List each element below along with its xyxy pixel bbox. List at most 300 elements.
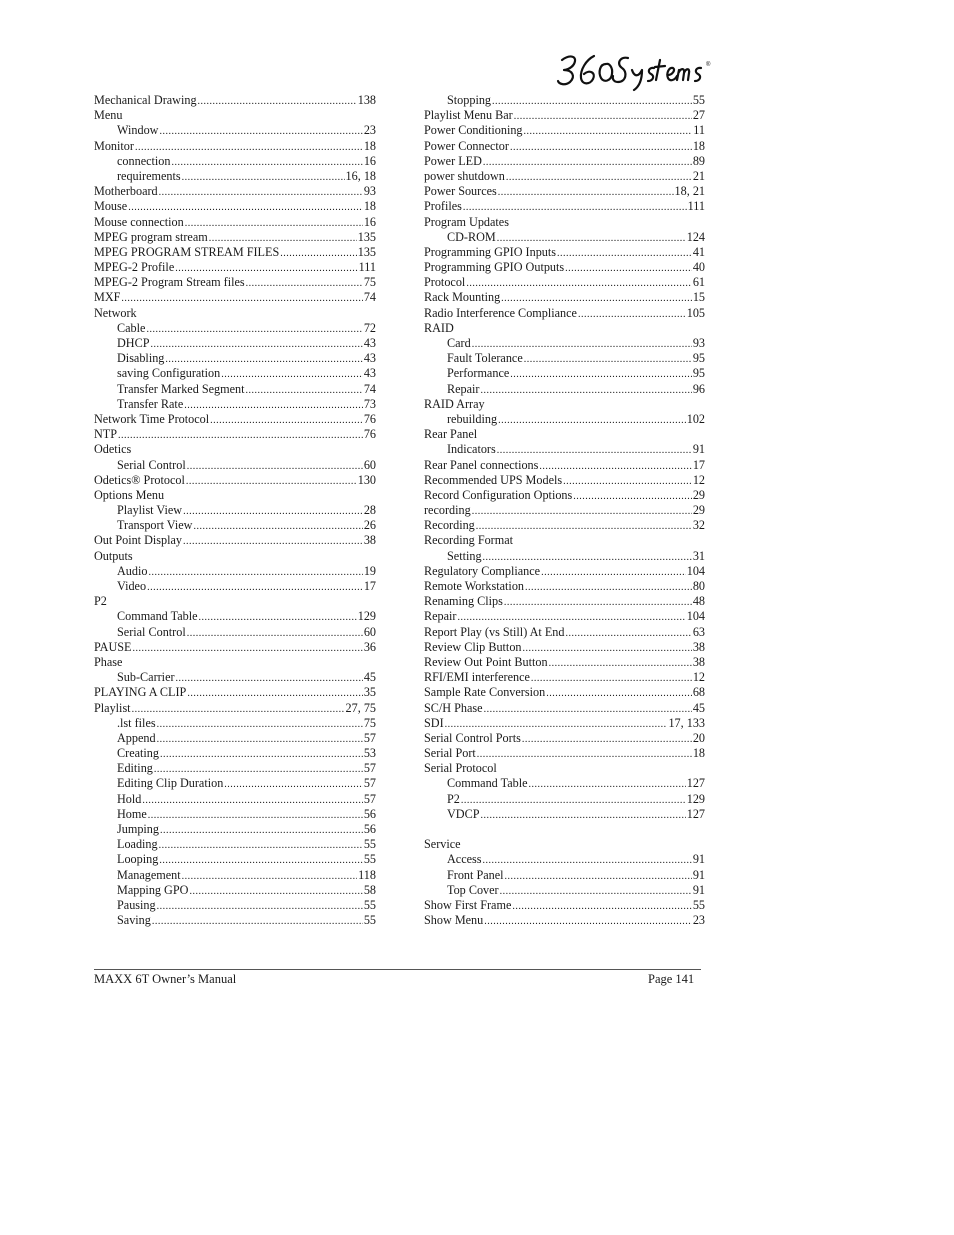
index-term: Loading: [117, 837, 158, 852]
index-term: Rear Panel: [424, 427, 478, 442]
index-page-ref: 35: [363, 685, 376, 700]
index-term: Transport View: [117, 518, 193, 533]
index-page-ref: 55: [363, 837, 376, 852]
dot-leader: [132, 641, 362, 656]
dot-leader: [159, 838, 363, 853]
index-entry: [94, 761, 376, 776]
index-page-ref: 45: [692, 700, 705, 715]
index-term: Out Point Display: [94, 533, 183, 548]
index-term: Power Conditioning: [424, 123, 523, 138]
index-term: Append: [117, 730, 156, 745]
index-term: Record Configuration Options: [424, 487, 573, 502]
index-entry: [424, 306, 705, 321]
index-page-ref: 57: [363, 730, 376, 745]
dot-leader: [157, 732, 363, 747]
dot-leader: [246, 276, 363, 291]
index-term: Video: [117, 579, 147, 593]
index-entry: [424, 139, 705, 154]
index-page-ref: 18: [692, 138, 705, 153]
index-page-ref: 124: [686, 229, 705, 244]
index-page-ref: 130: [357, 472, 376, 487]
index-page-ref: 95: [692, 351, 705, 366]
dot-leader: [186, 474, 357, 489]
index-term: SDI: [424, 715, 444, 730]
index-term: power shutdown: [424, 168, 505, 183]
index-page-ref: 75: [363, 275, 376, 290]
index-term: MXF: [94, 290, 121, 305]
index-page-ref: 11: [693, 123, 705, 138]
index-term: P2: [447, 791, 460, 806]
index-entry: [94, 230, 376, 245]
index-page-ref: 18: [363, 199, 376, 214]
index-term: requirements: [117, 168, 181, 183]
index-page-ref: 29: [692, 487, 705, 502]
index-page-ref: 38: [692, 654, 705, 669]
index-term: Editing: [117, 761, 153, 776]
dot-leader: [497, 443, 692, 458]
dot-leader: [183, 534, 363, 549]
dot-leader: [514, 109, 692, 124]
index-entry: [94, 275, 376, 290]
index-entry: [94, 625, 376, 640]
index-page-ref: 91: [692, 867, 705, 882]
index-column-right: [424, 93, 705, 928]
index-term: Renaming Clips: [424, 594, 503, 609]
dot-leader: [193, 519, 362, 534]
index-page-ref: 45: [363, 670, 376, 685]
index-term: Repair: [447, 381, 480, 396]
index-entry: [94, 640, 376, 655]
index-page-ref: 56: [363, 822, 376, 836]
dot-leader: [160, 747, 363, 762]
index-page-ref: 76: [363, 427, 376, 442]
index-page-ref: 56: [363, 806, 376, 821]
index-term: Network Time Protocol: [94, 411, 210, 426]
dot-leader: [522, 732, 692, 747]
index-term: Programming GPIO Outputs: [424, 260, 565, 275]
dot-leader: [541, 565, 686, 580]
dot-leader: [497, 231, 686, 246]
index-term: Jumping: [117, 822, 159, 836]
index-page-ref: 74: [363, 381, 376, 396]
index-page-ref: 55: [692, 93, 705, 107]
index-page-ref: 53: [363, 746, 376, 761]
index-page-ref: 43: [363, 351, 376, 366]
index-term: Motherboard: [94, 184, 158, 199]
index-term: SC/H Phase: [424, 700, 483, 715]
index-term: Serial Control Ports: [424, 730, 521, 745]
index-term: MPEG-2 Program Stream files: [94, 275, 245, 290]
index-term: Programming GPIO Inputs: [424, 244, 557, 259]
index-term: Creating: [117, 746, 159, 761]
index-page-ref: 18, 21: [674, 184, 705, 199]
index-term: Show Menu: [424, 913, 484, 928]
index-term: Top Cover: [447, 882, 499, 897]
index-term: Disabling: [117, 351, 165, 366]
index-entry: [424, 473, 705, 488]
dot-leader: [501, 291, 692, 306]
index-entry: [94, 336, 376, 351]
index-term: saving Configuration: [117, 366, 221, 381]
index-term: Pausing: [117, 897, 156, 912]
dot-leader: [184, 398, 363, 413]
index-entry: [94, 594, 376, 609]
index-page-ref: 21: [692, 168, 705, 183]
index-entry: [94, 93, 376, 108]
index-term: NTP: [94, 427, 118, 442]
footer-rule: [94, 969, 701, 970]
index-page-ref: 16: [363, 214, 376, 229]
index-entry: [424, 868, 705, 883]
dot-leader: [148, 565, 362, 580]
index-entry: [94, 868, 376, 883]
index-entry: [94, 807, 376, 822]
index-entry: [94, 139, 376, 154]
index-page-ref: 129: [357, 609, 376, 624]
index-entry: [94, 199, 376, 214]
index-term: Profiles: [424, 199, 462, 214]
index-page-ref: 93: [363, 184, 376, 199]
index-page-ref: 80: [692, 579, 705, 593]
index-term: Monitor: [94, 138, 134, 153]
index-term: Mouse: [94, 199, 128, 214]
index-entry: [94, 458, 376, 473]
index-entry: [424, 336, 705, 351]
index-term: Cable: [117, 320, 146, 335]
dot-leader: [523, 641, 692, 656]
dot-leader: [182, 170, 345, 185]
index-term: Service: [424, 837, 461, 852]
index-term: Options Menu: [94, 487, 165, 502]
index-entry: [94, 321, 376, 336]
index-term: Recommended UPS Models: [424, 472, 563, 487]
index-term: Serial Protocol: [424, 761, 497, 776]
dot-leader: [472, 504, 692, 519]
index-term: Window: [117, 123, 159, 138]
index-entry: [424, 792, 705, 807]
index-term: Sample Rate Conversion: [424, 685, 546, 700]
index-page-ref: 68: [692, 685, 705, 700]
index-entry: [424, 245, 705, 260]
index-page-ref: 95: [692, 366, 705, 381]
index-entry: [424, 913, 705, 928]
dot-leader: [484, 914, 692, 929]
index-term: Access: [447, 852, 482, 867]
index-entry: [424, 609, 705, 624]
dot-leader: [209, 231, 357, 246]
index-page-ref: 23: [692, 913, 705, 928]
dot-leader: [463, 200, 687, 215]
index-page-ref: 58: [363, 882, 376, 897]
index-term: Power Sources: [424, 184, 497, 199]
index-term: RAID Array: [424, 396, 485, 411]
dot-leader: [159, 124, 362, 139]
index-entry: [424, 776, 705, 791]
index-term: Protocol: [424, 275, 466, 290]
index-entry: [424, 716, 705, 731]
index-entry: [424, 351, 705, 366]
index-column-left: [94, 93, 376, 928]
index-entry: [94, 822, 376, 837]
index-page-ref: 96: [692, 381, 705, 396]
index-term: Transfer Marked Segment: [117, 381, 245, 396]
index-term: Recording: [424, 518, 475, 533]
index-entry: [94, 260, 376, 275]
index-entry: [94, 306, 376, 321]
index-term: RAID: [424, 320, 454, 335]
index-entry: [94, 503, 376, 518]
index-page-ref: 111: [358, 260, 376, 275]
dot-leader: [505, 869, 692, 884]
index-entry: [424, 731, 705, 746]
dot-leader: [146, 322, 362, 337]
index-term: Looping: [117, 852, 159, 867]
index-term: Radio Interference Compliance: [424, 305, 577, 320]
index-page-ref: 41: [692, 244, 705, 259]
index-entry: [94, 776, 376, 791]
index-term: Mechanical Drawing: [94, 93, 197, 107]
index-page-ref: 127: [686, 806, 705, 821]
index-page-ref: 135: [357, 244, 376, 259]
dot-leader: [199, 610, 357, 625]
index-page-ref: 60: [363, 457, 376, 472]
dot-leader: [210, 413, 363, 428]
index-entry: [424, 199, 705, 214]
index-entry: [94, 564, 376, 579]
dot-leader: [132, 702, 345, 717]
index-entry: [94, 154, 376, 169]
index-entry: [94, 837, 376, 852]
index-entry: [94, 184, 376, 199]
index-page-ref: 23: [363, 123, 376, 138]
index-page-ref: 63: [692, 624, 705, 639]
dot-leader: [481, 808, 686, 823]
index-entry: [94, 852, 376, 867]
index-entry: [94, 579, 376, 594]
index-page-ref: 55: [363, 852, 376, 867]
index-page-ref: 89: [692, 153, 705, 168]
dot-leader: [566, 626, 692, 641]
index-term: Playlist Menu Bar: [424, 108, 513, 123]
index-page-ref: 31: [692, 548, 705, 563]
index-page-ref: 26: [363, 518, 376, 533]
index-term: RFI/EMI interference: [424, 670, 530, 685]
index-page-ref: 91: [692, 852, 705, 867]
dot-leader: [510, 367, 692, 382]
index-page-ref: 60: [363, 624, 376, 639]
index-term: Command Table: [447, 776, 528, 791]
index-page-ref: 118: [358, 867, 376, 882]
index-entry: [424, 518, 705, 533]
index-entry: [424, 701, 705, 716]
index-entry: [424, 260, 705, 275]
index-entry: [424, 655, 705, 670]
index-page-ref: 55: [363, 897, 376, 912]
index-term: Serial Control: [117, 457, 186, 472]
dot-leader: [175, 261, 357, 276]
index-term: Mapping GPO: [117, 882, 189, 897]
index-term: Front Panel: [447, 867, 504, 882]
index-term: Repair: [424, 609, 457, 624]
index-page-ref: 27, 75: [345, 700, 376, 715]
dot-leader: [573, 489, 692, 504]
index-entry: [94, 898, 376, 913]
index-page-ref: 43: [363, 366, 376, 381]
dot-leader: [483, 155, 692, 170]
dot-leader: [539, 459, 691, 474]
index-term: Odetics® Protocol: [94, 472, 185, 487]
index-page-ref: 61: [692, 275, 705, 290]
index-entry: [424, 549, 705, 564]
index-entry: [424, 397, 705, 412]
index-page-ref: 40: [692, 260, 705, 275]
dot-leader: [135, 140, 363, 155]
index-term: MPEG PROGRAM STREAM FILES: [94, 244, 280, 259]
index-entry: [424, 321, 705, 336]
index-page-ref: 38: [692, 639, 705, 654]
index-page-ref: 91: [692, 882, 705, 897]
dot-leader: [477, 747, 692, 762]
index-term: Program Updates: [424, 214, 509, 229]
dot-leader: [157, 899, 363, 914]
index-term: Serial Port: [424, 746, 476, 761]
index-page-ref: 129: [686, 791, 705, 806]
dot-leader: [461, 793, 686, 808]
dot-leader: [557, 246, 692, 261]
index-page-ref: 12: [692, 670, 705, 685]
dot-leader: [466, 276, 692, 291]
index-page-ref: 16: [363, 153, 376, 168]
index-term: DHCP: [117, 336, 150, 350]
index-page-ref: 29: [692, 503, 705, 518]
index-entry: [424, 564, 705, 579]
index-term: Rack Mounting: [424, 290, 501, 305]
index-term: Hold: [117, 791, 142, 806]
index-page-ref: 57: [363, 776, 376, 791]
index-page-ref: 104: [686, 609, 705, 624]
index-page-ref: 17, 133: [668, 715, 705, 730]
index-term: recording: [424, 503, 471, 518]
dot-leader: [189, 884, 362, 899]
dot-leader: [187, 626, 363, 641]
dot-leader: [546, 686, 692, 701]
dot-leader: [529, 777, 686, 792]
dot-leader: [148, 808, 363, 823]
index-entry: [94, 382, 376, 397]
index-entry: [424, 807, 705, 822]
index-page-ref: 36: [363, 639, 376, 654]
index-page-ref: 12: [692, 472, 705, 487]
index-entry: [424, 685, 705, 700]
dot-leader: [506, 170, 692, 185]
dot-leader: [498, 185, 674, 200]
index-entry: [424, 169, 705, 184]
dot-leader: [524, 124, 693, 139]
dot-leader: [128, 200, 363, 215]
index-entry: [424, 837, 705, 852]
index-entry: [424, 579, 705, 594]
dot-leader: [525, 580, 692, 595]
index-entry: [424, 503, 705, 518]
index-page-ref: 57: [363, 761, 376, 776]
dot-leader: [481, 383, 692, 398]
index-term: Rear Panel connections: [424, 457, 539, 472]
footer-manual-title: MAXX 6T Owner’s Manual: [94, 972, 237, 986]
index-term: MPEG program stream: [94, 229, 208, 244]
index-term: Management: [117, 867, 181, 882]
dot-leader: [500, 884, 692, 899]
dot-leader: [159, 853, 363, 868]
index-entry: [424, 230, 705, 245]
index-term: Home: [117, 806, 147, 821]
registered-mark: ®: [706, 62, 711, 68]
index-entry: [94, 746, 376, 761]
dot-leader: [147, 580, 363, 595]
index-page-ref: 17: [692, 457, 705, 472]
index-page-ref: 104: [686, 563, 705, 578]
index-page-ref: 43: [363, 336, 376, 350]
dot-leader: [563, 474, 692, 489]
index-page-ref: 127: [686, 776, 705, 791]
index-entry: [424, 852, 705, 867]
index-page-ref: 72: [363, 320, 376, 335]
index-entry: [424, 412, 705, 427]
index-entry: [94, 518, 376, 533]
index-entry: [424, 625, 705, 640]
index-term: Serial Control: [117, 624, 186, 639]
index-term: Stopping: [447, 93, 492, 107]
index-entry: [424, 670, 705, 685]
index-entry: [94, 533, 376, 548]
index-entry: [94, 427, 376, 442]
index-entry: [94, 792, 376, 807]
index-term: .lst files: [117, 715, 156, 730]
brand-logo: [556, 48, 716, 92]
dot-leader: [176, 671, 363, 686]
index-page-ref: 75: [363, 715, 376, 730]
index-term: Report Play (vs Still) At End: [424, 624, 565, 639]
index-term: Power Connector: [424, 138, 509, 153]
index-entry: [424, 594, 705, 609]
index-page-ref: 93: [692, 336, 705, 350]
index-page-ref: 105: [686, 305, 705, 320]
dot-leader: [187, 459, 363, 474]
index-entry: [94, 716, 376, 731]
dot-leader: [578, 307, 686, 322]
index-entry: [424, 761, 705, 776]
index-entry: [94, 655, 376, 670]
index-term: Setting: [447, 548, 482, 563]
dot-leader: [142, 793, 362, 808]
index-page-ref: 19: [363, 563, 376, 578]
dot-leader: [512, 899, 691, 914]
index-entry: [94, 609, 376, 624]
dot-leader: [445, 717, 668, 732]
index-entry: [94, 412, 376, 427]
dot-leader: [531, 671, 692, 686]
dot-leader: [221, 367, 363, 382]
index-term: Mouse connection: [94, 214, 184, 229]
index-entry: [94, 245, 376, 260]
index-term: Sub-Carrier: [117, 670, 175, 685]
index-term: Card: [447, 336, 471, 350]
index-page-ref: 18: [692, 746, 705, 761]
index-entry: [94, 215, 376, 230]
index-term: Network: [94, 305, 137, 320]
index-term: Review Out Point Button: [424, 654, 548, 669]
dot-leader: [483, 853, 692, 868]
index-entry: [94, 883, 376, 898]
